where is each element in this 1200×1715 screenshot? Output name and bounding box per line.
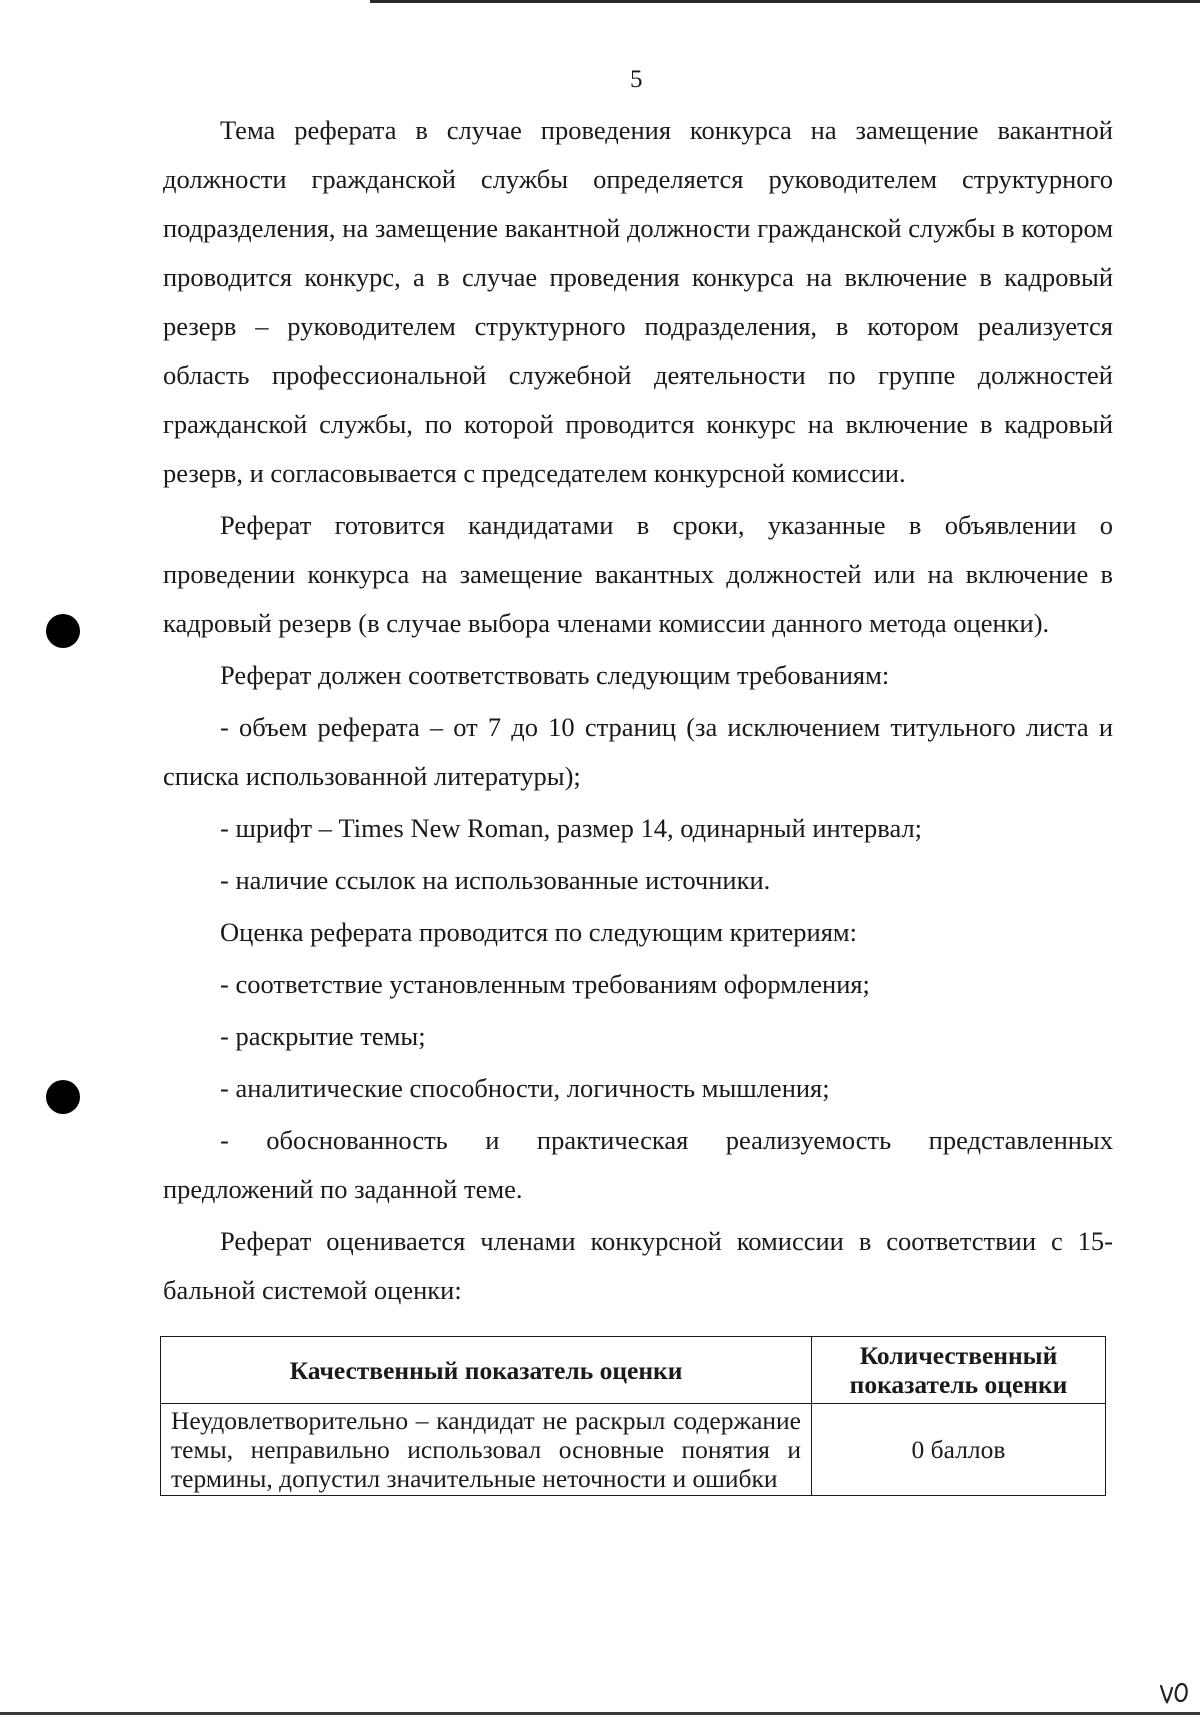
table-cell-score: 0 баллов: [812, 1404, 1106, 1496]
paragraph-criteria-intro: Оценка реферата проводится по следующим критериям:: [220, 917, 858, 947]
list-item-criterion-feasibility: - обоснованность и практическая реализуемость представленных предложений по заданной теме.: [163, 1125, 1113, 1204]
scan-edge-line-top: [370, 0, 1200, 3]
table-header-quality: Качественный показатель оценки: [161, 1337, 812, 1404]
list-item-requirement-references: - наличие ссылок на использованные источники.: [220, 865, 771, 895]
table-header-score: Количественный показатель оценки: [812, 1337, 1106, 1404]
list-item-criterion-formatting: - соответствие установленным требованиям оформления;: [220, 969, 870, 999]
paragraph-scoring-intro: Реферат оценивается членами конкурсной комиссии в соответствии с 15-бальной системой оценки:: [163, 1226, 1113, 1305]
paragraph-requirements-intro: Реферат должен соответствовать следующим требованиям:: [220, 660, 890, 690]
paragraph-essay-topic: Тема реферата в случае проведения конкурса на замещение вакантной должности гражданской службы определяется руководителем структурного подразделения, на замещение вакантной должности гражданской службы в котором проводится конкурс, а в случае проведения конкурса на включение в кадровый резерв – руководителем структурного подразделения, в котором реализуется область профессиональной служебной деятельности по группе должностей гражданской службы, по которой проводится конкурс на включение в кадровый резерв, и согласовывается с председателем конкурсной комиссии.: [163, 115, 1113, 488]
list-item-requirement-volume: - объем реферата – от 7 до 10 страниц (за исключением титульного листа и списка использованной литературы);: [163, 712, 1113, 791]
punch-hole-lower: [46, 1080, 80, 1114]
document-body-top: [163, 106, 1113, 1315]
punch-hole-upper: [46, 614, 80, 648]
list-item-requirement-font: - шрифт – Times New Roman, размер 14, одинарный интервал;: [220, 813, 923, 843]
table-row: [161, 1404, 1106, 1496]
list-item-criterion-analytics: - аналитические способности, логичность мышления;: [220, 1073, 830, 1103]
table-cell-quality: Неудовлетворительно – кандидат не раскрыл содержание темы, неправильно использовал основные понятия и термины, допустил значительные неточности и ошибки: [161, 1404, 812, 1496]
grading-table: [160, 1336, 1106, 1496]
page-number: 5: [630, 66, 643, 93]
table-header-row: [161, 1337, 1106, 1404]
handwritten-page-note: [1158, 1672, 1192, 1706]
list-item-criterion-topic: - раскрытие темы;: [220, 1021, 426, 1051]
paragraph-essay-deadline: Реферат готовится кандидатами в сроки, указанные в объявлении о проведении конкурса на замещение вакантных должностей или на включение в кадровый резерв (в случае выбора членами комиссии данного метода оценки).: [163, 510, 1113, 638]
